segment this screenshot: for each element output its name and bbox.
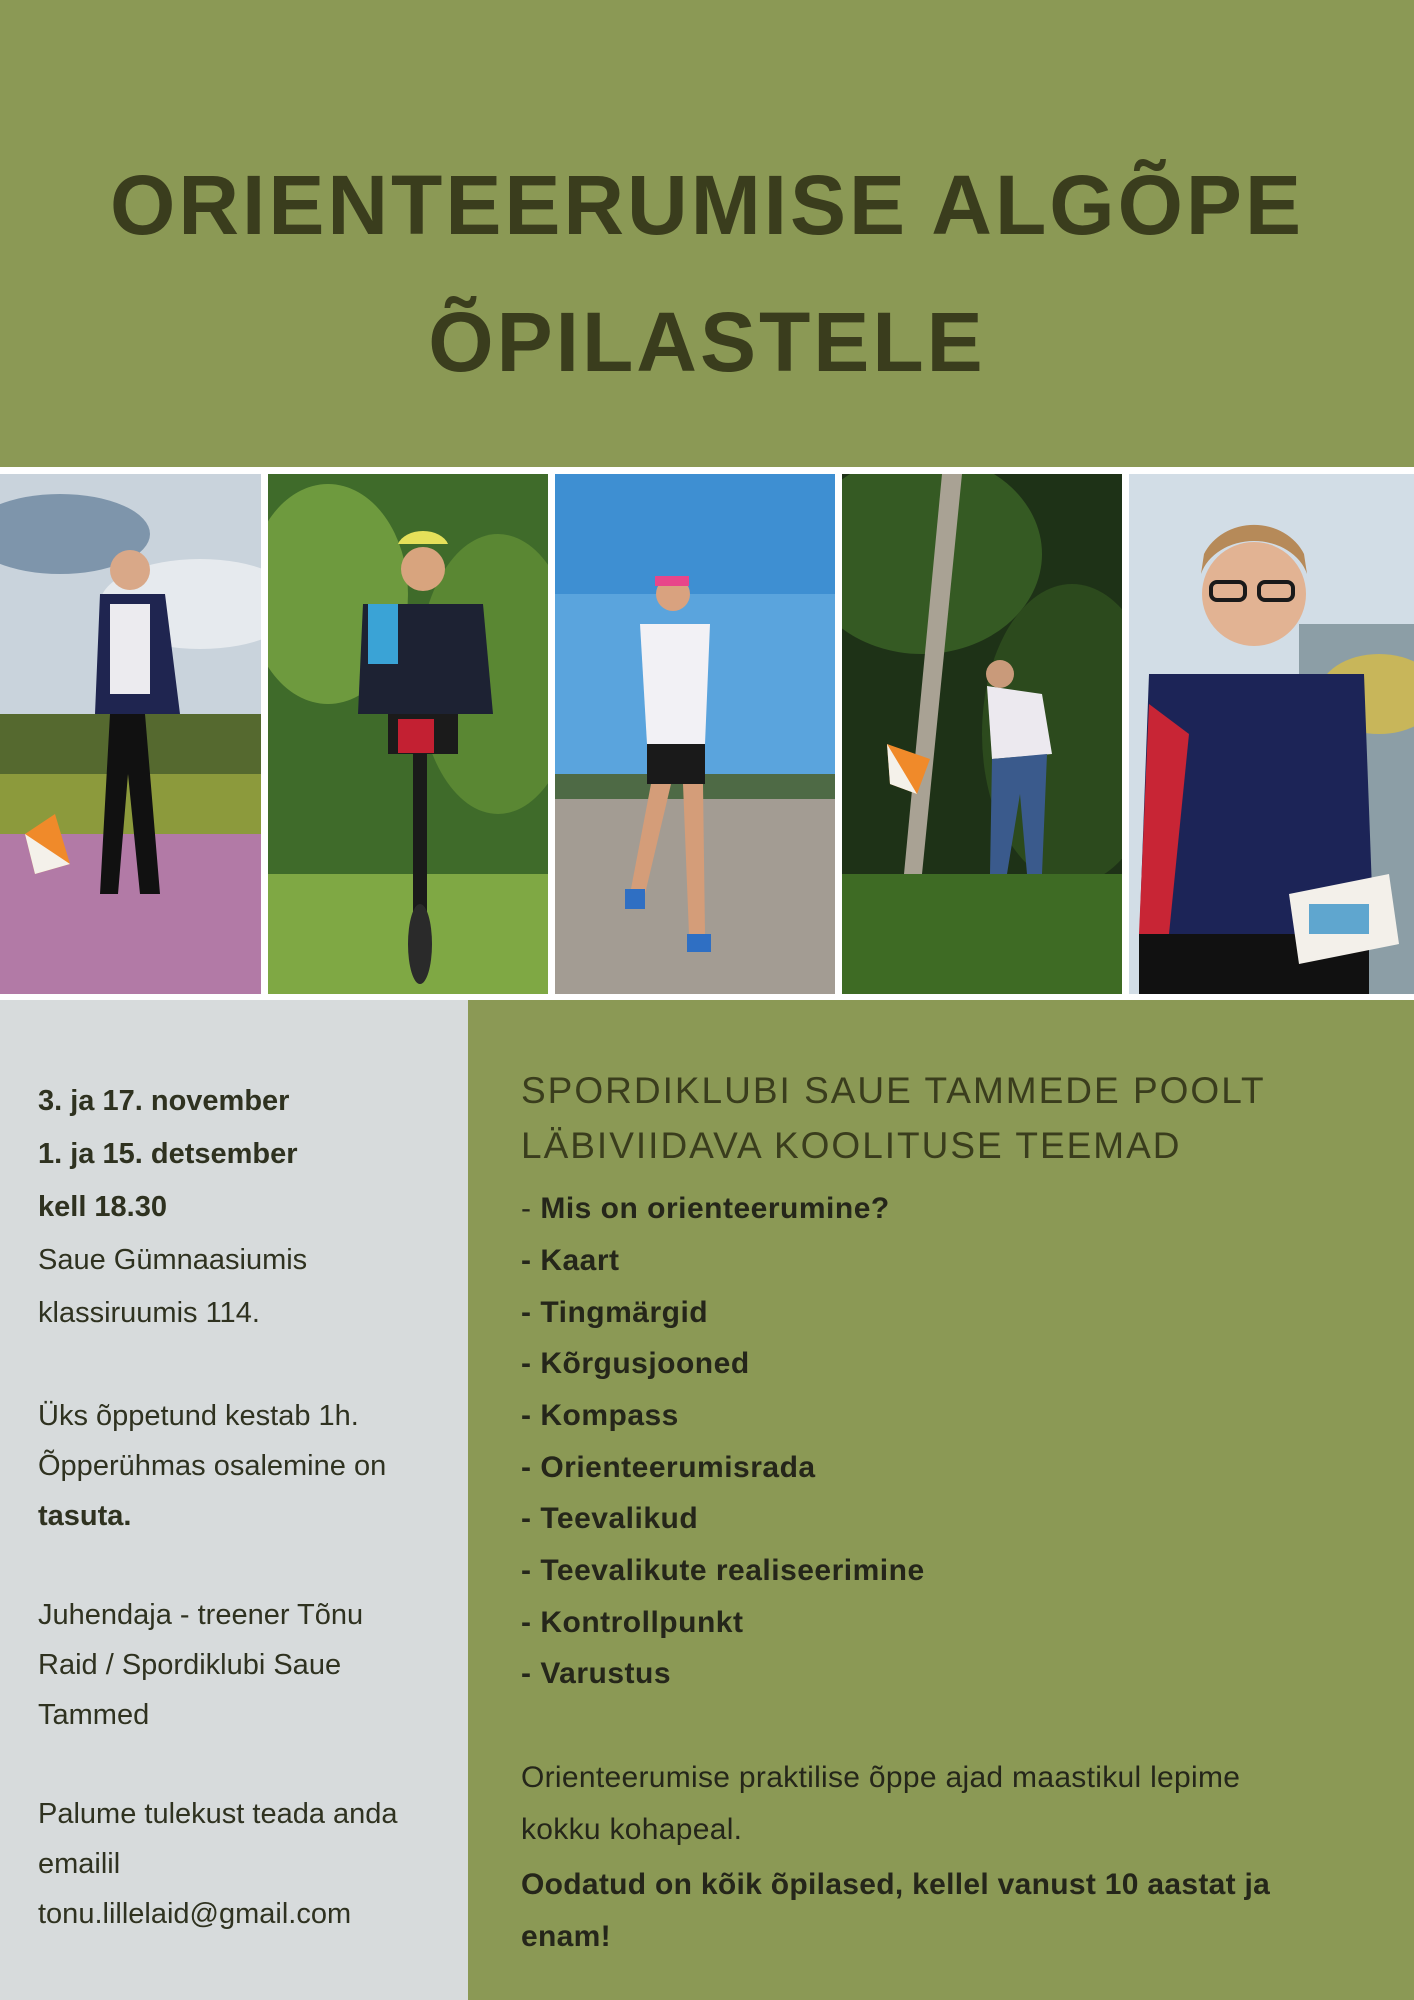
place-line-1: Saue Gümnaasiumis	[38, 1244, 308, 1276]
topic-item: - Teevalikud	[521, 1502, 699, 1535]
topic-dash: -	[521, 1192, 541, 1225]
duration: Üks õppetund kestab 1h.	[38, 1400, 359, 1432]
photo-orienteer-heather	[0, 474, 261, 994]
topic-item: - Kompass	[521, 1399, 679, 1432]
title-line-1: ORIENTEERUMISE ALGÕPE	[109, 158, 1304, 252]
title-line-2: ÕPILASTELE	[428, 295, 986, 389]
photo-runner	[555, 474, 835, 994]
photo-forest-orienteer	[842, 474, 1122, 994]
topic-first-label: Mis on orienteerumine?	[540, 1192, 890, 1225]
fee-text: Õpperühmas osalemine on	[38, 1450, 387, 1482]
fee-value: tasuta.	[38, 1500, 132, 1532]
place-line-2: klassiruumis 114.	[38, 1297, 260, 1329]
contact-line-1: Palume tulekust teada anda	[38, 1798, 398, 1830]
topic-item: - Teevalikute realiseerimine	[521, 1554, 925, 1587]
topic-item: - Kõrgusjooned	[521, 1347, 750, 1380]
contact-line-2: emailil	[38, 1848, 121, 1880]
photo-mountain-biker	[268, 474, 548, 994]
date-december: 1. ja 15. detsember	[38, 1138, 298, 1170]
topic-item: - Tingmärgid	[521, 1296, 709, 1329]
coach-line-3: Tammed	[38, 1699, 150, 1731]
photo-strip	[0, 474, 1414, 994]
coach-line-1: Juhendaja - treener Tõnu	[38, 1599, 364, 1631]
topics-heading-line-1: SPORDIKLUBI SAUE TAMMEDE POOLT	[521, 1070, 1266, 1111]
topics-heading-line-2: LÄBIVIIDAVA KOOLITUSE TEEMAD	[521, 1125, 1182, 1166]
welcome-line-1: Oodatud on kõik õpilased, kellel vanust 10 aastat ja	[521, 1868, 1271, 1901]
practice-line-1: Orienteerumise praktilise õppe ajad maastikul lepime	[521, 1761, 1241, 1794]
header-banner	[0, 0, 1414, 467]
contact-email: tonu.lillelaid@gmail.com	[38, 1898, 352, 1930]
topic-item: - Orienteerumisrada	[521, 1451, 816, 1484]
welcome-line-2: enam!	[521, 1920, 611, 1953]
practice-line-2: kokku kohapeal.	[521, 1813, 743, 1846]
topic-item: - Varustus	[521, 1657, 672, 1690]
topic-item: - Kaart	[521, 1244, 620, 1277]
topic-item: - Kontrollpunkt	[521, 1606, 744, 1639]
topic-item	[521, 1194, 890, 1224]
photo-boy-with-map	[1129, 474, 1414, 994]
date-november: 3. ja 17. november	[38, 1085, 290, 1117]
coach-line-2: Raid / Spordiklubi Saue	[38, 1649, 342, 1681]
time: kell 18.30	[38, 1191, 167, 1223]
